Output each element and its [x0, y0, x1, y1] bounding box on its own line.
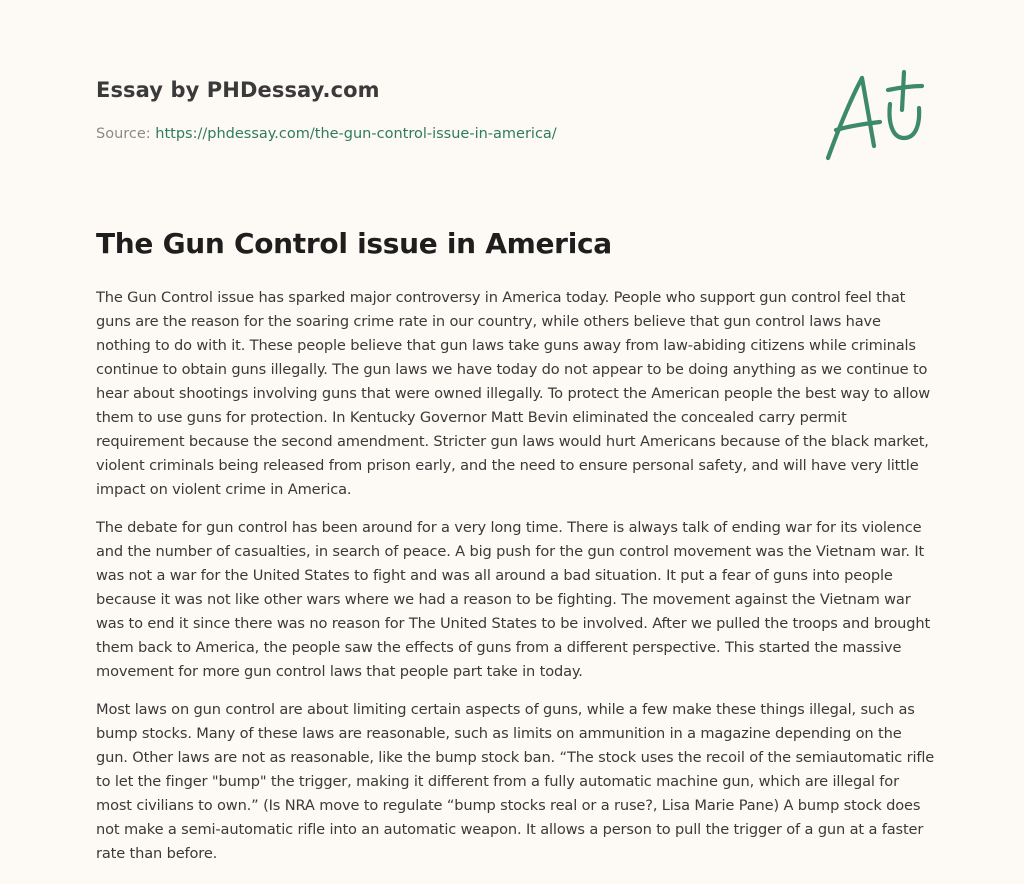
essay-paragraph: Most laws on gun control are about limiting certain aspects of guns, while a few make these things illegal, such as bump stocks. Many of these laws are reasonable, such as limits on ammunition in a magazine depending on the gun. Other laws are not as reasonable, like the bump stock ban. “The stock uses the recoil of the semiautomatic rifle to let the finger "bump" the trigger, making it different from a fully automatic machine gun, which are illegal for most civilians to own.” (Is NRA move to regulate “bump stocks real or a ruse?, Lisa Marie Pane) A bump stock does not make a semi-automatic rifle into an automatic weapon. It allows a person to pull the trigger of a gun at a faster rate than before. [96, 701, 935, 862]
essay-paragraph: The debate for gun control has been around for a very long time. There is always talk of ending war for its violence and the number of casualties, in search of peace. A big push for the gun control movement was the Vietnam war. It was not a war for the United States to fight and was all around a bad situation. It put a fear of guns into people because it was not like other wars where we had a reason to be fighting. The movement against the Vietnam war was to end it since there was no reason for The United States to be involved. After we pulled the troops and brought them back to America, the people saw the effects of guns from a different perspective. This started the massive movement for more gun control laws that people part take in today. [96, 519, 931, 680]
a-plus-grade-logo-icon [822, 66, 932, 166]
essay-body [96, 286, 936, 880]
page-header [96, 76, 796, 144]
source-link[interactable]: https://phdessay.com/the-gun-control-issue-in-america/ [155, 126, 557, 142]
site-brand: Essay by PHDessay.com [96, 78, 380, 102]
source-line [96, 124, 796, 144]
source-label: Source: [96, 126, 156, 142]
essay-title: The Gun Control issue in America [96, 227, 612, 260]
essay-paragraph: The Gun Control issue has sparked major controversy in America today. People who support gun control feel that guns are the reason for the soaring crime rate in our country, while others believe that gun control laws have nothing to do with it. These people believe that gun laws take guns away from law-abiding citizens while criminals continue to obtain guns illegally. The gun laws we have today do not appear to be doing anything as we continue to hear about shootings involving guns that were owned illegally. To protect the American people the best way to allow them to use guns for protection. In Kentucky Governor Matt Bevin eliminated the concealed carry permit requirement because the second amendment. Stricter gun laws would hurt Americans because of the black market, violent criminals being released from prison early, and the need to ensure personal safety, and will have very little impact on violent crime in America. [96, 289, 930, 498]
